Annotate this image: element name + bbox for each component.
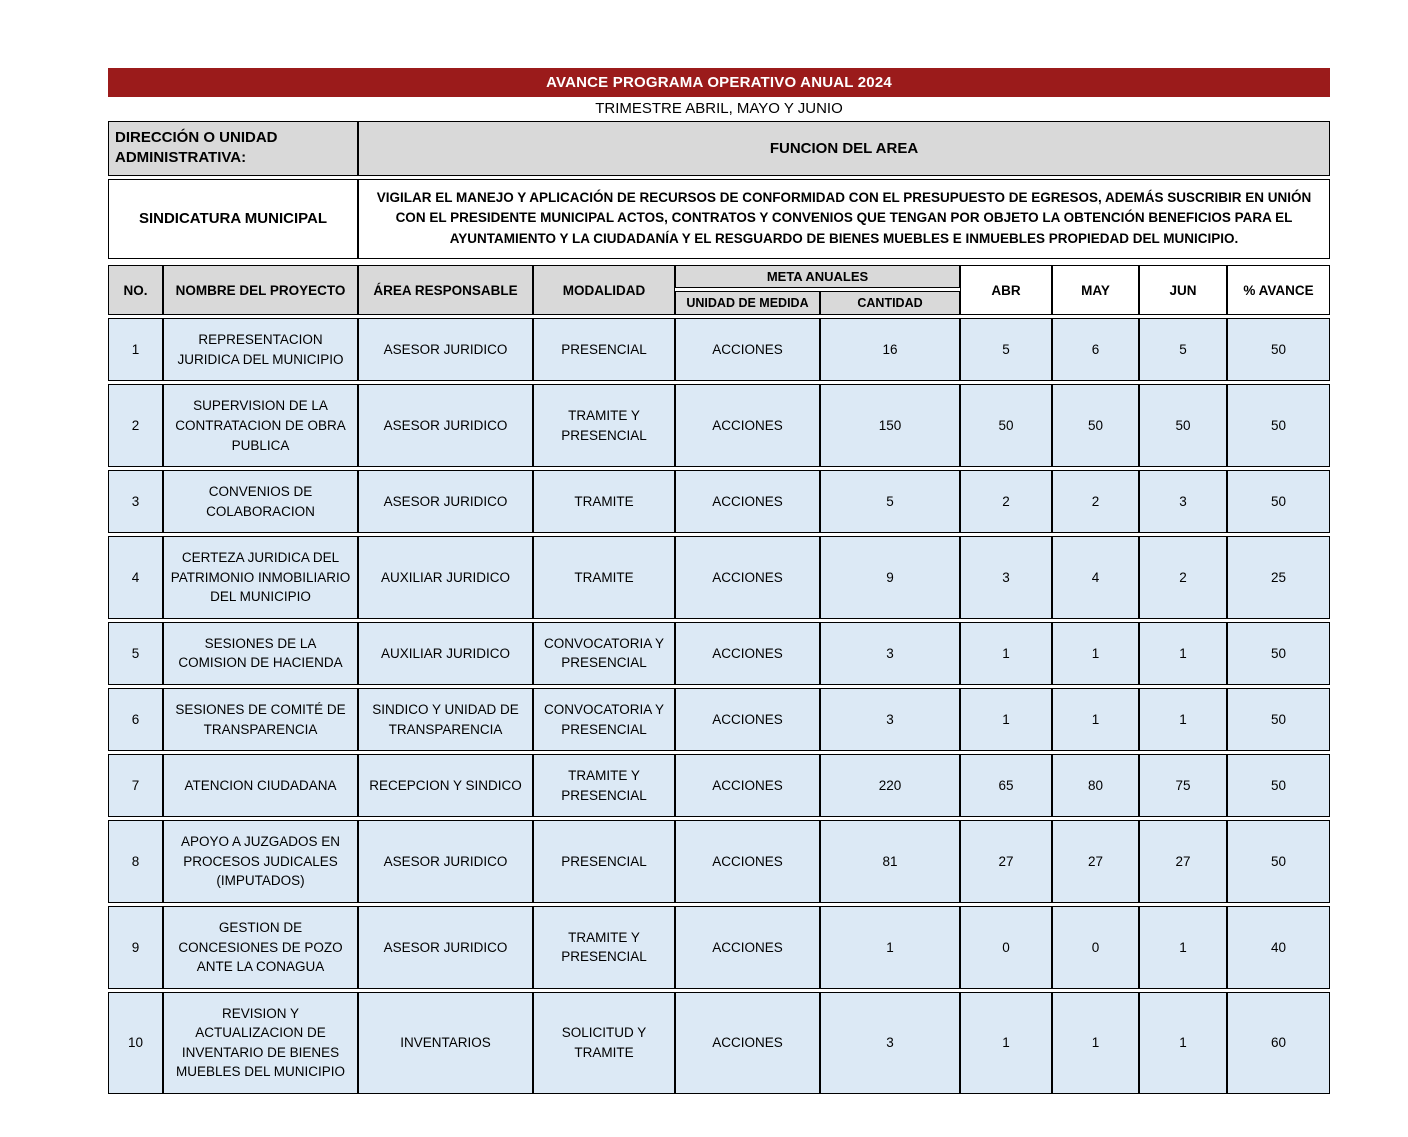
header-info-table — [108, 118, 1330, 262]
cell-jun: 1 — [1139, 688, 1227, 751]
table-row — [108, 688, 1330, 751]
cell-cantidad: 1 — [820, 906, 960, 989]
cell-area-responsable: SINDICO Y UNIDAD DE TRANSPARENCIA — [358, 688, 533, 751]
cell-modalidad: PRESENCIAL — [533, 820, 675, 903]
cell-jun: 5 — [1139, 318, 1227, 381]
cell-unidad-medida: ACCIONES — [675, 318, 820, 381]
cell-may: 1 — [1052, 992, 1139, 1094]
cell-avance: 40 — [1227, 906, 1330, 989]
cell-avance: 25 — [1227, 536, 1330, 619]
cell-jun: 1 — [1139, 906, 1227, 989]
cell-abr: 2 — [960, 470, 1052, 533]
cell-avance: 50 — [1227, 820, 1330, 903]
direccion-unidad-value: SINDICATURA MUNICIPAL — [108, 179, 358, 260]
cell-no: 10 — [108, 992, 163, 1094]
info-value-row — [108, 179, 1330, 260]
cell-avance: 60 — [1227, 992, 1330, 1094]
cell-nombre-proyecto: SUPERVISION DE LA CONTRATACION DE OBRA PUBLICA — [163, 384, 358, 467]
projects-table-body — [108, 318, 1330, 1094]
cell-modalidad: CONVOCATORIA Y PRESENCIAL — [533, 688, 675, 751]
cell-abr: 27 — [960, 820, 1052, 903]
cell-nombre-proyecto: SESIONES DE LA COMISION DE HACIENDA — [163, 622, 358, 685]
col-header-meta-anuales: META ANUALES — [675, 265, 960, 288]
cell-modalidad: TRAMITE Y PRESENCIAL — [533, 384, 675, 467]
cell-unidad-medida: ACCIONES — [675, 820, 820, 903]
cell-nombre-proyecto: CONVENIOS DE COLABORACION — [163, 470, 358, 533]
cell-abr: 50 — [960, 384, 1052, 467]
cell-nombre-proyecto: ATENCION CIUDADANA — [163, 754, 358, 817]
cell-jun: 50 — [1139, 384, 1227, 467]
table-row — [108, 622, 1330, 685]
cell-no: 5 — [108, 622, 163, 685]
cell-may: 0 — [1052, 906, 1139, 989]
cell-modalidad: TRAMITE Y PRESENCIAL — [533, 906, 675, 989]
cell-nombre-proyecto: REVISION Y ACTUALIZACION DE INVENTARIO DE BIENES MUEBLES DEL MUNICIPIO — [163, 992, 358, 1094]
cell-avance: 50 — [1227, 622, 1330, 685]
col-header-avance: % AVANCE — [1227, 265, 1330, 315]
cell-may: 4 — [1052, 536, 1139, 619]
table-row — [108, 992, 1330, 1094]
funcion-del-area-value: VIGILAR EL MANEJO Y APLICACIÓN DE RECURSOS DE CONFORMIDAD CON EL PRESUPUESTO DE EGRESOS, ADEMÁS SUSCRIBIR EN UNIÓN CON EL PRESIDENTE MUNICIPAL ACTOS, CONTRATOS Y CONVENIOS QUE TENGAN POR OBJETO LA OBTENCIÓN BENEFICIOS PARA EL AYUNTAMIENTO Y LA CIUDADANÍA Y EL RESGUARDO DE BIENES MUEBLES E INMUEBLES PROPIEDAD DEL MUNICIPIO. — [358, 179, 1330, 260]
cell-cantidad: 3 — [820, 688, 960, 751]
cell-unidad-medida: ACCIONES — [675, 470, 820, 533]
col-header-unidad-medida: UNIDAD DE MEDIDA — [675, 291, 820, 315]
cell-modalidad: TRAMITE — [533, 536, 675, 619]
cell-may: 1 — [1052, 688, 1139, 751]
cell-jun: 75 — [1139, 754, 1227, 817]
cell-may: 27 — [1052, 820, 1139, 903]
report-subtitle: TRIMESTRE ABRIL, MAYO Y JUNIO — [595, 100, 843, 117]
cell-no: 8 — [108, 820, 163, 903]
cell-unidad-medida: ACCIONES — [675, 688, 820, 751]
cell-abr: 5 — [960, 318, 1052, 381]
direccion-unidad-label: DIRECCIÓN O UNIDAD ADMINISTRATIVA: — [108, 121, 358, 176]
table-row — [108, 470, 1330, 533]
cell-jun: 1 — [1139, 992, 1227, 1094]
cell-cantidad: 220 — [820, 754, 960, 817]
cell-modalidad: TRAMITE — [533, 470, 675, 533]
projects-table — [108, 262, 1330, 1097]
cell-area-responsable: ASESOR JURIDICO — [358, 820, 533, 903]
cell-may: 2 — [1052, 470, 1139, 533]
table-row — [108, 820, 1330, 903]
cell-may: 80 — [1052, 754, 1139, 817]
col-header-no: NO. — [108, 265, 163, 315]
cell-modalidad: CONVOCATORIA Y PRESENCIAL — [533, 622, 675, 685]
cell-avance: 50 — [1227, 688, 1330, 751]
cell-no: 7 — [108, 754, 163, 817]
cell-abr: 1 — [960, 622, 1052, 685]
cell-jun: 2 — [1139, 536, 1227, 619]
cell-no: 6 — [108, 688, 163, 751]
cell-unidad-medida: ACCIONES — [675, 622, 820, 685]
col-header-may: MAY — [1052, 265, 1139, 315]
cell-may: 1 — [1052, 622, 1139, 685]
cell-abr: 3 — [960, 536, 1052, 619]
col-header-cantidad: CANTIDAD — [820, 291, 960, 315]
cell-cantidad: 81 — [820, 820, 960, 903]
cell-modalidad: TRAMITE Y PRESENCIAL — [533, 754, 675, 817]
cell-no: 1 — [108, 318, 163, 381]
table-row — [108, 906, 1330, 989]
cell-area-responsable: ASESOR JURIDICO — [358, 906, 533, 989]
cell-avance: 50 — [1227, 384, 1330, 467]
cell-jun: 3 — [1139, 470, 1227, 533]
cell-jun: 1 — [1139, 622, 1227, 685]
info-label-row — [108, 121, 1330, 176]
cell-no: 2 — [108, 384, 163, 467]
cell-avance: 50 — [1227, 754, 1330, 817]
report-title: AVANCE PROGRAMA OPERATIVO ANUAL 2024 — [108, 68, 1330, 97]
cell-avance: 50 — [1227, 470, 1330, 533]
cell-unidad-medida: ACCIONES — [675, 384, 820, 467]
cell-nombre-proyecto: GESTION DE CONCESIONES DE POZO ANTE LA CONAGUA — [163, 906, 358, 989]
cell-modalidad: SOLICITUD Y TRAMITE — [533, 992, 675, 1094]
cell-unidad-medida: ACCIONES — [675, 536, 820, 619]
table-row — [108, 536, 1330, 619]
funcion-del-area-label: FUNCION DEL AREA — [358, 121, 1330, 176]
cell-may: 6 — [1052, 318, 1139, 381]
table-header-row-main — [108, 265, 1330, 288]
cell-nombre-proyecto: APOYO A JUZGADOS EN PROCESOS JUDICALES (IMPUTADOS) — [163, 820, 358, 903]
cell-area-responsable: AUXILIAR JURIDICO — [358, 622, 533, 685]
col-header-nombre: NOMBRE DEL PROYECTO — [163, 265, 358, 315]
table-row — [108, 754, 1330, 817]
cell-unidad-medida: ACCIONES — [675, 906, 820, 989]
cell-unidad-medida: ACCIONES — [675, 754, 820, 817]
cell-area-responsable: ASESOR JURIDICO — [358, 318, 533, 381]
cell-nombre-proyecto: REPRESENTACION JURIDICA DEL MUNICIPIO — [163, 318, 358, 381]
cell-cantidad: 3 — [820, 622, 960, 685]
cell-abr: 65 — [960, 754, 1052, 817]
col-header-jun: JUN — [1139, 265, 1227, 315]
cell-area-responsable: AUXILIAR JURIDICO — [358, 536, 533, 619]
cell-jun: 27 — [1139, 820, 1227, 903]
cell-unidad-medida: ACCIONES — [675, 992, 820, 1094]
cell-avance: 50 — [1227, 318, 1330, 381]
cell-area-responsable: ASESOR JURIDICO — [358, 384, 533, 467]
col-header-modalidad: MODALIDAD — [533, 265, 675, 315]
cell-no: 9 — [108, 906, 163, 989]
col-header-abr: ABR — [960, 265, 1052, 315]
cell-area-responsable: ASESOR JURIDICO — [358, 470, 533, 533]
table-row — [108, 318, 1330, 381]
cell-cantidad: 9 — [820, 536, 960, 619]
cell-no: 3 — [108, 470, 163, 533]
cell-cantidad: 16 — [820, 318, 960, 381]
cell-abr: 1 — [960, 992, 1052, 1094]
cell-may: 50 — [1052, 384, 1139, 467]
cell-modalidad: PRESENCIAL — [533, 318, 675, 381]
cell-nombre-proyecto: SESIONES DE COMITÉ DE TRANSPARENCIA — [163, 688, 358, 751]
cell-no: 4 — [108, 536, 163, 619]
cell-abr: 1 — [960, 688, 1052, 751]
table-row — [108, 384, 1330, 467]
cell-area-responsable: RECEPCION Y SINDICO — [358, 754, 533, 817]
cell-cantidad: 3 — [820, 992, 960, 1094]
cell-abr: 0 — [960, 906, 1052, 989]
cell-cantidad: 150 — [820, 384, 960, 467]
cell-nombre-proyecto: CERTEZA JURIDICA DEL PATRIMONIO INMOBILIARIO DEL MUNICIPIO — [163, 536, 358, 619]
col-header-area: ÁREA RESPONSABLE — [358, 265, 533, 315]
cell-cantidad: 5 — [820, 470, 960, 533]
cell-area-responsable: INVENTARIOS — [358, 992, 533, 1094]
